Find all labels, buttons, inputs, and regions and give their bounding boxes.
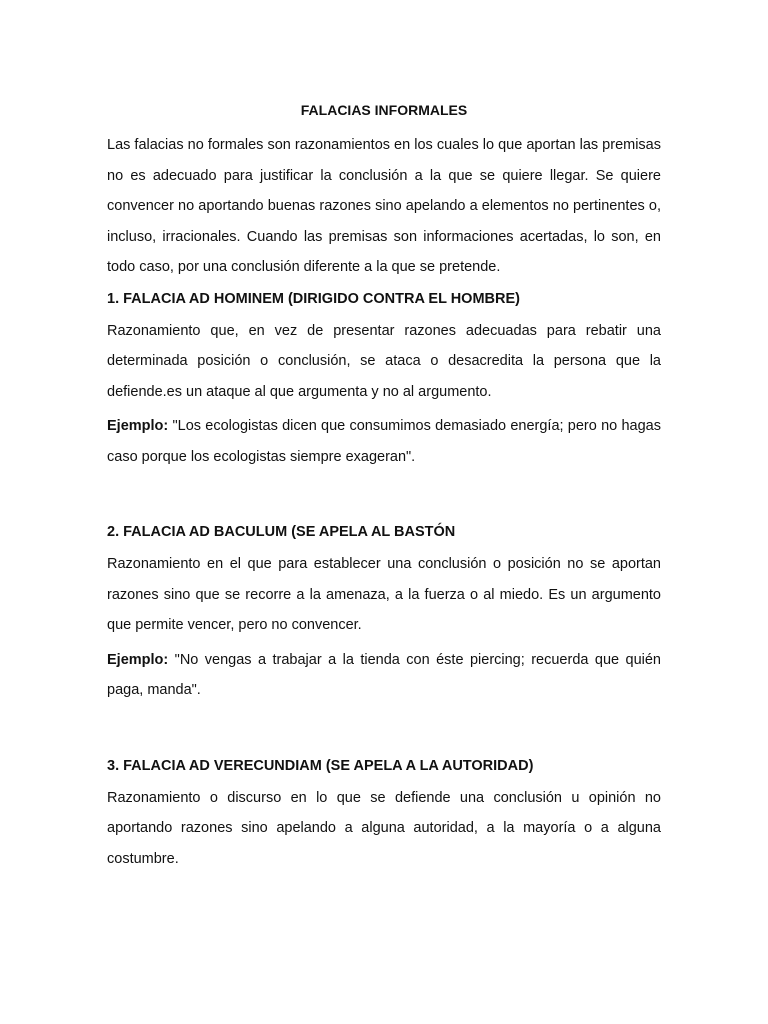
section-heading: 2. FALACIA AD BACULUM (SE APELA AL BASTÓN [107, 524, 456, 540]
section-ad-baculum [107, 522, 661, 706]
example-text: "No vengas a trabajar a la tienda con éste piercing; recuerda que quién paga, manda". [107, 651, 661, 698]
example-label: Ejemplo: [107, 651, 169, 668]
example-paragraph [107, 411, 661, 472]
section-heading: 3. FALACIA AD VERECUNDIAM (SE APELA A LA AUTORIDAD) [107, 757, 534, 774]
document-title: FALACIAS INFORMALES [300, 102, 468, 118]
example-paragraph [107, 645, 661, 706]
section-body: Razonamiento que, en vez de presentar razones adecuadas para rebatir una determinada posición o conclusión, se ataca o desacredita la persona que la defiende.es un ataque al que argumenta y no al argumento. [107, 322, 661, 400]
example-text: "Los ecologistas dicen que consumimos demasiado energía; pero no hagas caso porque los ecologistas siempre exageran". [107, 418, 661, 465]
section-ad-verecundiam [107, 756, 661, 875]
intro-paragraph: Las falacias no formales son razonamientos en los cuales lo que aportan las premisas no es adecuado para justificar la conclusión a la que se quiere llegar. Se quiere convencer no aportando buenas razones sino apelando a elementos no pertinentes o, incluso, irracionales. Cuando las premisas son informaciones acertadas, lo son, en todo caso, por una conclusión diferente a la que se pretende. [107, 137, 661, 275]
section-heading: 1. FALACIA AD HOMINEM (DIRIGIDO CONTRA EL HOMBRE) [107, 290, 520, 307]
section-body: Razonamiento o discurso en lo que se defiende una conclusión u opinión no aportando razones sino apelando a alguna autoridad, a la mayoría o a alguna costumbre. [107, 789, 661, 867]
section-body: Razonamiento en el que para establecer una conclusión o posición no se aportan razones sino que se recorre a la amenaza, a la fuerza o al miedo. Es un argumento que permite vencer, pero no convencer. [107, 556, 661, 633]
section-ad-hominem [107, 289, 661, 473]
document-body [107, 100, 661, 874]
example-label: Ejemplo: [107, 418, 169, 434]
